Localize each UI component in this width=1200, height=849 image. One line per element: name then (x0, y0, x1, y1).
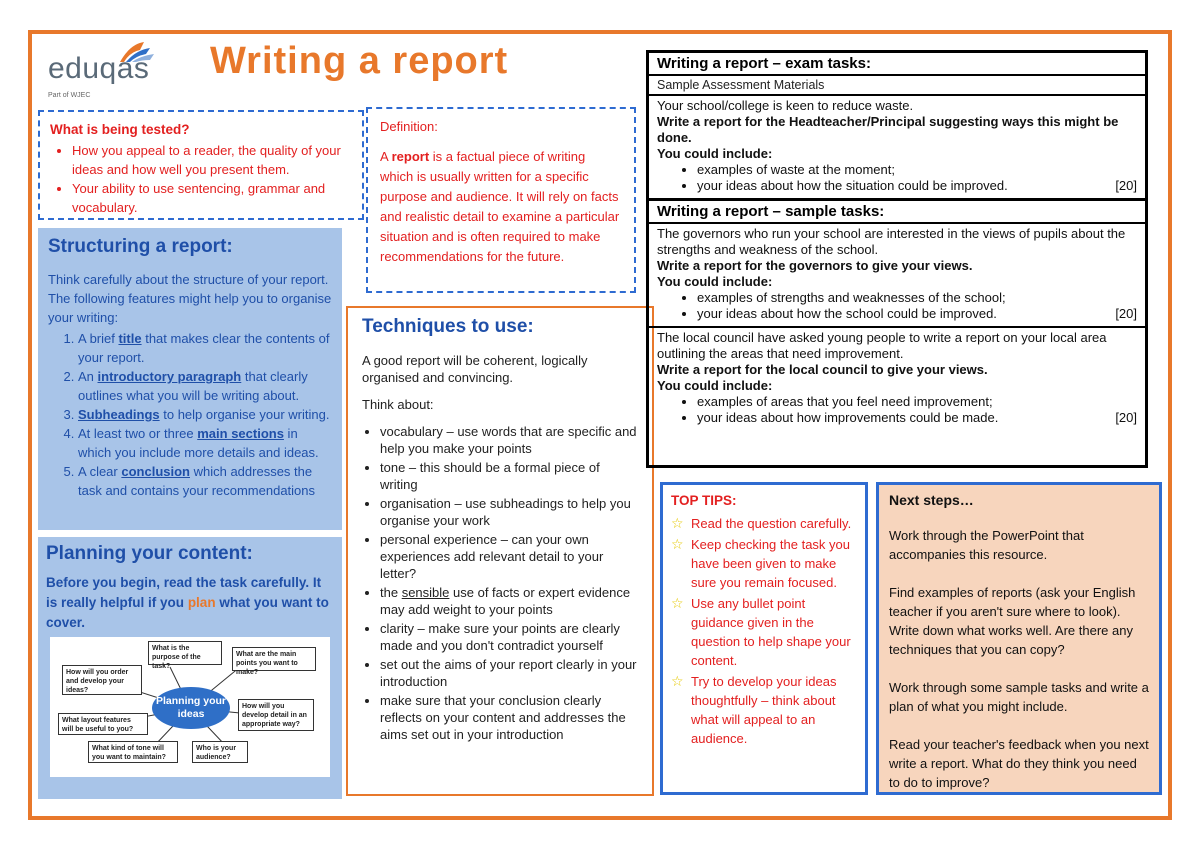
node-layout: What layout features will be useful to you? (58, 713, 148, 735)
task-instruction: Write a report for the local council to give your views. (657, 362, 988, 377)
next-para: Find examples of reports (ask your English teacher if you aren't sure where to look). Write down what works well. Are there any techniques that you can copy? (889, 585, 1136, 657)
task-could: You could include: (657, 274, 773, 289)
next-para: Work through the PowerPoint that accompanies this resource. (889, 528, 1084, 562)
techniques-heading: Techniques to use: (362, 316, 534, 337)
tested-item: • Your ability to use sentencing, grammar and vocabulary. (72, 179, 352, 217)
planning-diagram (50, 637, 330, 777)
star-icon: ☆ (671, 515, 684, 531)
task-point: • your ideas about how improvements could be made. [20] (697, 410, 1137, 426)
exam-heading: Writing a report – exam tasks: (649, 53, 1145, 76)
planning-box (38, 537, 342, 799)
diagram-center: Planning your ideas (152, 687, 230, 729)
task-point: • examples of areas that you feel need improvement; (697, 394, 1137, 410)
star-icon: ☆ (671, 595, 684, 611)
structuring-box (38, 228, 342, 530)
task-intro: Your school/college is keen to reduce waste. (657, 98, 914, 113)
next-para: Work through some sample tasks and write a plan of what you might include. (889, 680, 1149, 714)
star-icon: ☆ (671, 536, 684, 552)
technique-item: • organisation – use subheadings to help you organise your work (380, 495, 638, 529)
logo-subtitle: Part of WJEC (48, 92, 91, 99)
techniques-box (346, 306, 654, 796)
tip-item: ☆ Use any bullet point guidance given in the question to help shape your content. (671, 595, 851, 668)
node-detail: How will you develop detail in an appropriate way? (238, 699, 314, 731)
task-instruction: Write a report for the governors to give your views. (657, 258, 973, 273)
structuring-intro: Think carefully about the structure of your report. The following features might help you to organise your writing: (48, 272, 332, 325)
structure-item: 2. An introductory paragraph that clearly outlines what you will be writing about. (78, 367, 332, 405)
sample-task (649, 224, 1145, 328)
task-mark: [20] (1115, 410, 1137, 425)
definition-box (366, 107, 636, 293)
task-point: • examples of strengths and weaknesses of the school; (697, 290, 1137, 306)
definition-text (380, 147, 622, 267)
sample-task (649, 328, 1145, 430)
task-could: You could include: (657, 378, 773, 393)
tip-item: ☆ Try to develop your ideas thoughtfully – think about what will appeal to an audience. (671, 673, 837, 746)
top-tips-box (660, 482, 868, 795)
structure-item: 4. At least two or three main sections in which you include more details and ideas. (78, 424, 332, 462)
node-purpose: What is the purpose of the task? (148, 641, 222, 665)
task-point: • your ideas about how the school could be improved. [20] (697, 306, 1137, 322)
page-title: Writing a report (210, 40, 509, 82)
task-point: • examples of waste at the moment; (697, 162, 1137, 178)
structure-item: 5. A clear conclusion which addresses the task and contains your recommendations (78, 462, 332, 500)
structure-item: 1. A brief title that makes clear the contents of your report. (78, 329, 332, 367)
technique-item: • tone – this should be a formal piece of writing (380, 459, 638, 493)
node-tone: What kind of tone will you want to maintain? (88, 741, 178, 763)
next-heading: Next steps… (889, 492, 974, 508)
techniques-intro: A good report will be coherent, logically organised and convincing. (362, 353, 588, 385)
technique-item: • personal experience – can your own experiences add relevant detail to your letter? (380, 531, 638, 582)
task-intro: The local council have asked young people to write a report on your local area outlining the areas that need improvement. (657, 330, 1107, 361)
task-could: You could include: (657, 146, 773, 161)
tip-item: ☆ Keep checking the task you have been given to make sure you remain focused. (671, 536, 850, 590)
technique-item: • clarity – make sure your points are clearly made and you don't contradict yourself (380, 620, 638, 654)
exam-tasks-box (646, 50, 1148, 468)
star-icon: ☆ (671, 673, 684, 689)
definition-label: Definition: (380, 119, 438, 134)
structuring-heading: Structuring a report: (48, 236, 233, 257)
logo-wordmark: eduqas (48, 52, 150, 85)
what-is-tested-box (38, 110, 364, 220)
node-audience: Who is your audience? (192, 741, 248, 763)
technique-item: • the sensible use of facts or expert evidence may add weight to your points (380, 584, 638, 618)
node-order: How will you order and develop your ideas? (62, 665, 142, 695)
definition-prefix: A (380, 149, 388, 164)
eduqas-logo (40, 40, 180, 104)
definition-body: is a factual piece of writing which is usually written for a specific purpose and audience. It will rely on facts and realistic detail to examine a particular situation and is often required to make recommendations for the future. (380, 149, 620, 264)
definition-term: report (391, 149, 430, 164)
next-para: Read your teacher's feedback when you next write a report. What do they think you need to do to improve? (889, 737, 1149, 790)
task-intro: The governors who run your school are interested in the views of pupils about the strengths and weakness of the school. (657, 226, 1126, 257)
structure-item: 3. Subheadings to help organise your writing. (78, 405, 332, 424)
planning-heading: Planning your content: (46, 543, 253, 564)
tip-item: ☆ Read the question carefully. (671, 515, 852, 531)
technique-item: • set out the aims of your report clearly in your introduction (380, 656, 638, 690)
tested-item: • How you appeal to a reader, the quality of your ideas and how well you present them. (72, 141, 352, 179)
planning-text: Before you begin, read the task carefully. It is really helpful if you plan what you want to cover. (46, 575, 329, 630)
sample-heading: Writing a report – sample tasks: (649, 201, 1145, 224)
task-mark: [20] (1115, 306, 1137, 321)
exam-task (649, 96, 1145, 201)
technique-item: • vocabulary – use words that are specific and help you make your points (380, 423, 638, 457)
node-main-points: What are the main points you want to make? (232, 647, 316, 671)
technique-item: • make sure that your conclusion clearly reflects on your content and addresses the aims set out in your introduction (380, 692, 638, 743)
task-instruction: Write a report for the Headteacher/Principal suggesting ways this might be done. (657, 114, 1119, 145)
exam-subheading: Sample Assessment Materials (649, 76, 1145, 96)
task-mark: [20] (1115, 178, 1137, 193)
next-steps-box (876, 482, 1162, 795)
tips-heading: TOP TIPS: (671, 493, 737, 508)
task-point: • your ideas about how the situation could be improved. [20] (697, 178, 1137, 194)
techniques-think: Think about: (362, 397, 434, 412)
tested-heading: What is being tested? (50, 122, 190, 137)
